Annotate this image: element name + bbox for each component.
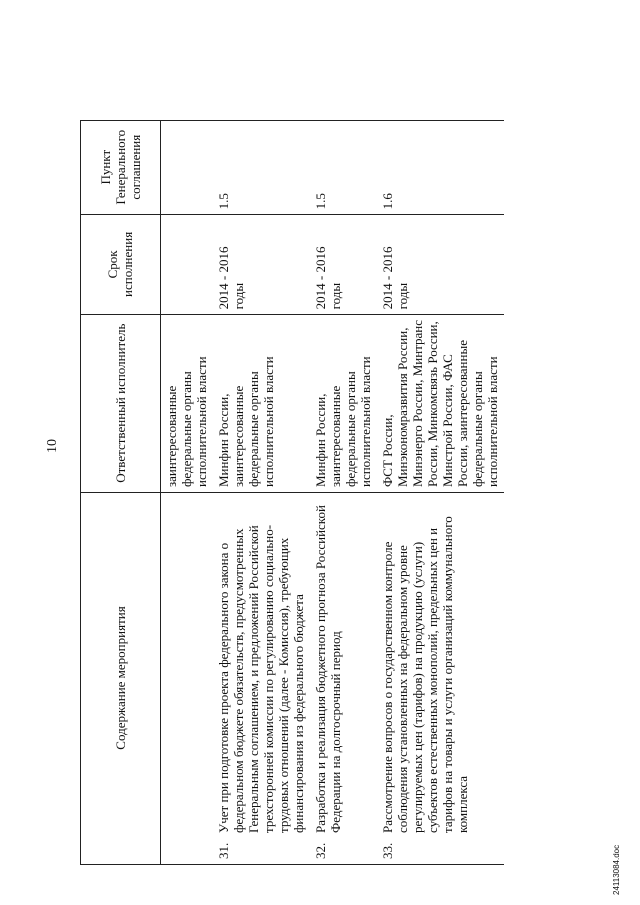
row-number: 31. bbox=[216, 842, 231, 859]
table-row bbox=[377, 121, 504, 865]
cell-content bbox=[161, 493, 214, 865]
table-row bbox=[310, 121, 377, 865]
cell-content bbox=[310, 493, 377, 865]
row-content: Рассмотрение вопросов о государственном контроле соблюдения установленных на федеральном уровне регулируемых цен (тарифов) на продукцию (услуги) субъектов естественных монополий, предельных цен и тарифов на товары и услуги организаций коммунального комплекса bbox=[380, 516, 470, 833]
header-content: Содержание мероприятия bbox=[81, 493, 161, 865]
document-footer: 24113084.doc bbox=[612, 844, 621, 895]
table-header-row bbox=[81, 121, 161, 865]
measures-table bbox=[80, 120, 504, 865]
row-content: Разработка и реализация бюджетного прогноза Российской Федерации на долгосрочный период bbox=[313, 505, 343, 833]
header-deadline: Срок исполнения bbox=[81, 215, 161, 315]
cell-content bbox=[377, 493, 504, 865]
cell-executor: ФСТ России, Минэкономразвития России, Минэнерго России, Минтранс России, Минкомсвязь России, Минстрой России, ФАС России, заинтересованные федеральные органы исполнительной власти bbox=[377, 315, 504, 493]
row-number: 33. bbox=[380, 842, 395, 859]
cell-clause: 1.5 bbox=[310, 121, 377, 215]
cell-content bbox=[213, 493, 310, 865]
cell-clause: 1.6 bbox=[377, 121, 504, 215]
page-number: 10 bbox=[45, 439, 60, 453]
row-content: Учет при подготовке проекта федерального закона о федеральном бюджете обязательств, предусмотренных Генеральным соглашением, и предложений Российской трехсторонней комиссии по регулированию социально-трудовых отношений (далее - Комиссия), требующих финансирования из федерального бюджета bbox=[216, 524, 306, 833]
row-number: 32. bbox=[313, 842, 328, 859]
header-executor: Ответственный исполнитель bbox=[81, 315, 161, 493]
cell-clause: 1.5 bbox=[213, 121, 310, 215]
table-row bbox=[213, 121, 310, 865]
cell-executor: Минфин России, заинтересованные федеральные органы исполнительной власти bbox=[213, 315, 310, 493]
cell-clause bbox=[161, 121, 214, 215]
cell-deadline: 2014 - 2016 годы bbox=[213, 215, 310, 315]
cell-executor: заинтересованные федеральные органы исполнительной власти bbox=[161, 315, 214, 493]
cell-executor: Минфин России, заинтересованные федеральные органы исполнительной власти bbox=[310, 315, 377, 493]
cell-deadline bbox=[161, 215, 214, 315]
cell-deadline: 2014 - 2016 годы bbox=[377, 215, 504, 315]
header-clause: Пункт Генерального соглашения bbox=[81, 121, 161, 215]
table-row-continuation bbox=[161, 121, 214, 865]
cell-deadline: 2014 - 2016 годы bbox=[310, 215, 377, 315]
